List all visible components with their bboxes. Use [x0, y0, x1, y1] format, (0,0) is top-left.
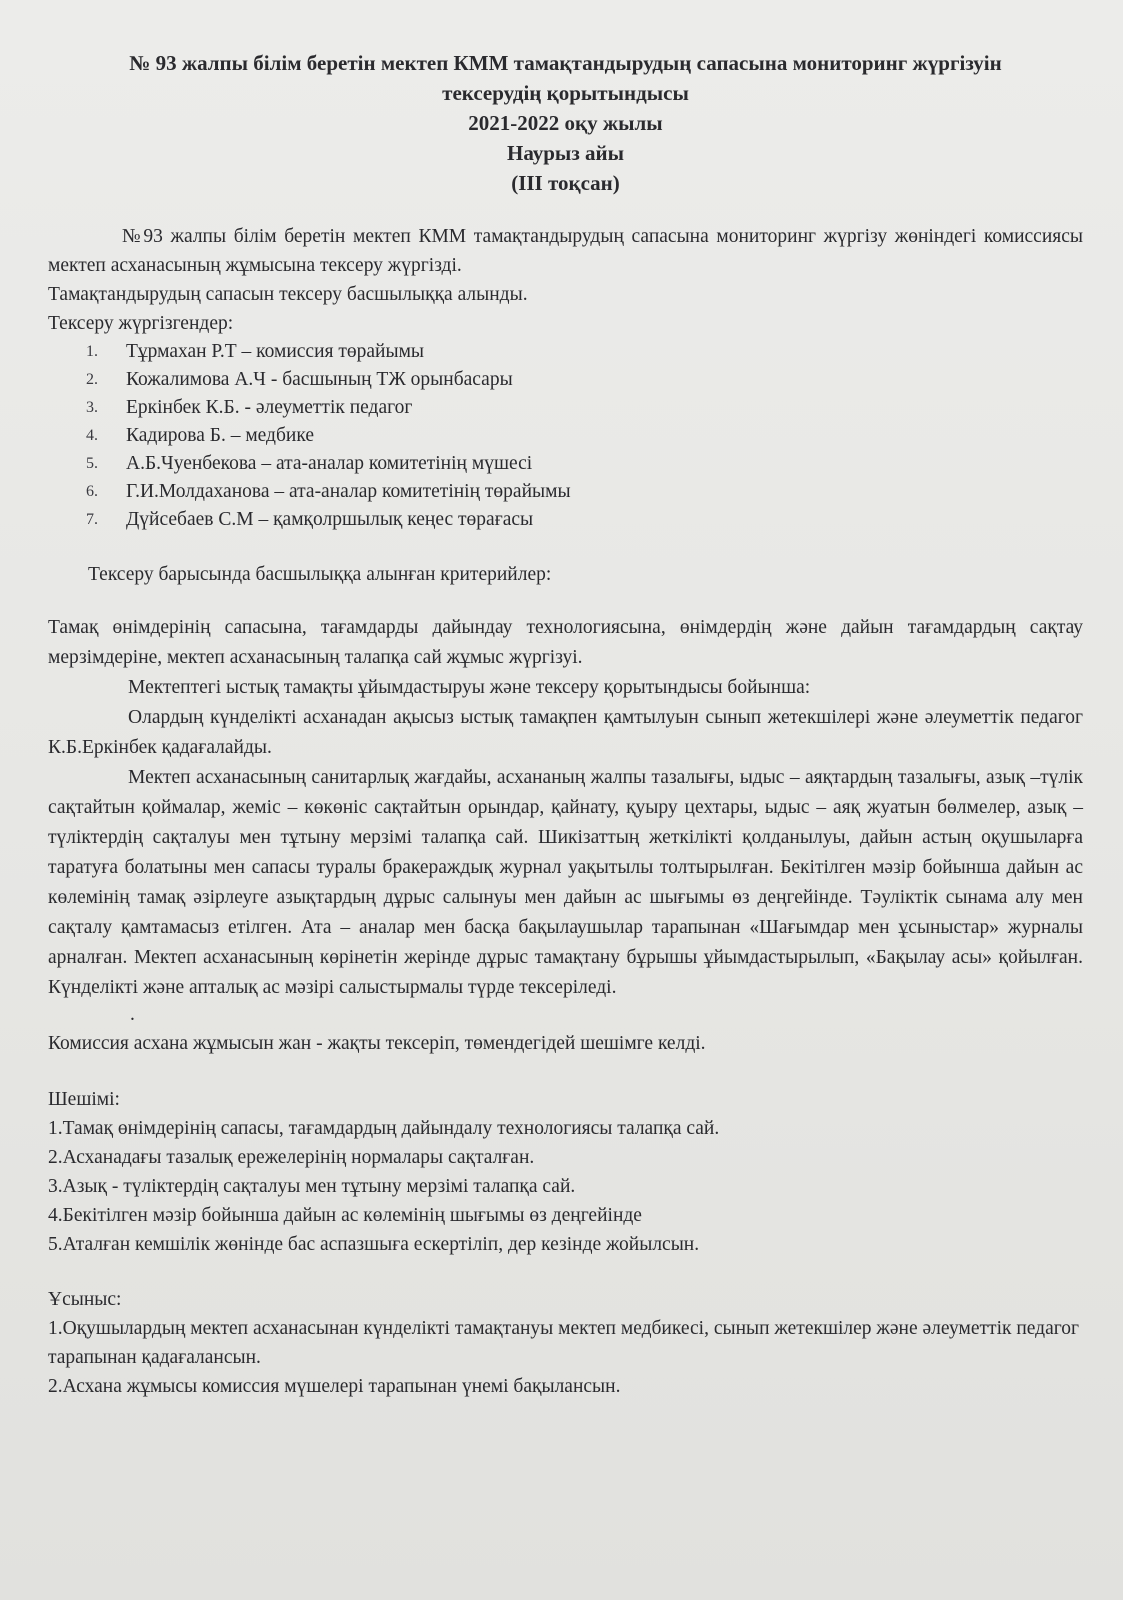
list-item — [86, 450, 1083, 478]
sanitary-paragraph: Мектеп асханасының санитарлық жағдайы, асхананың жалпы тазалығы, ыдыс – аяқтардың тазалығы, азық –түлік сақтайтын қоймалар, жеміс – көкөніс сақтайтын орындар, қайнату, қуыру цехтары, ыдыс – аяқ жуатын бөлмелер, азық – түліктердің сақталуы мен тұтыну мерзімі талапқа сай. Шикізаттың жеткілікті қолданылуы, дайын астың оқушыларға таратуға болатыны мен сапасы туралы бракераждық журнал уақытылы толтырылған. Бекітілген мәзір бойынша дайын ас көлемінің тамақ әзірлеуге азықтардың дұрыс салынуы мен дайын ас шығымы өз деңгейінде. Тәуліктік сынама алу мен сақталу қамтамасыз етілген. Ата – аналар мен басқа бақылаушылар тарапынан «Шағымдар мен ұсыныстар» журналы арналған. Мектеп асханасының көрінетін жерінде дұрыс тамақтану бұрышы ұйымдастырылып, «Бақылау асы» қойылған. Күнделікті және апталық ас мәзірі салыстырмалы түрде тексеріледі. — [48, 767, 1083, 998]
title-line-4: Наурыз айы — [506, 141, 625, 165]
list-item-text: Дүйсебаев С.М – қамқолршылық кеңес төрағасы — [126, 509, 534, 530]
conclusion-line: Комиссия асхана жұмысын жан - жақты тексеріп, төмендегідей шешімге келді. — [48, 1033, 706, 1054]
list-item-number: 7. — [86, 511, 98, 528]
list-item-number: 1. — [86, 343, 98, 360]
list-item-number: 6. — [86, 483, 98, 500]
title-line-3: 2021-2022 оқу жылы — [468, 111, 663, 135]
list-item-text: Еркінбек К.Б. - әлеуметтік педагог — [126, 397, 413, 418]
list-item — [86, 422, 1083, 450]
list-item-text: Кадирова Б. – медбике — [126, 425, 314, 446]
intro-paragraph: №93 жалпы білім беретін мектеп КММ тамақтандырудың сапасына мониторинг жүргізу жөніндегі комиссиясы мектеп асханасының жұмысына тексеру жүргізді. — [48, 226, 1083, 276]
list-item — [86, 478, 1083, 506]
list-item-text: А.Б.Чуенбекова – ата-аналар комитетінің мүшесі — [126, 453, 533, 474]
proposal-heading: Ұсыныс: — [48, 1289, 122, 1310]
proposal-item: 2.Асхана жұмысы комиссия мүшелері тарапынан үнемі бақылансын. — [48, 1376, 621, 1397]
list-item — [86, 366, 1083, 394]
list-item-text: Г.И.Молдаханова – ата-аналар комитетінің төрайымы — [126, 481, 571, 502]
inspectors-heading: Тексеру жүргізгендер: — [48, 313, 234, 334]
decision-item: 2.Асханадағы тазалық ережелерінің нормалары сақталған. — [48, 1147, 535, 1168]
hot-meals-paragraph: Мектептегі ыстық тамақты ұйымдастыруы және тексеру қорытындысы бойынша: — [128, 677, 811, 698]
list-item-number: 2. — [86, 371, 98, 388]
list-item — [86, 506, 1083, 534]
list-item-text: Кожалимова А.Ч - басшының ТЖ орынбасары — [126, 369, 513, 390]
decision-item: 5.Аталған кемшілік жөнінде бас аспазшыға ескертіліп, дер кезінде жойылсын. — [48, 1234, 700, 1255]
title-line-5: (ІІІ тоқсан) — [511, 171, 620, 195]
document-title — [48, 48, 1083, 198]
section-spacer — [48, 1259, 1083, 1285]
title-line-1: № 93 жалпы білім беретін мектеп КММ тамақтандырудың сапасына мониторинг жүргізуін — [129, 51, 1002, 75]
title-line-2: тексерудің қорытындысы — [442, 81, 689, 105]
decision-item: 1.Тамақ өнімдерінің сапасы, тағамдардың дайындалу технологиясы талапқа сай. — [48, 1118, 720, 1139]
decision-item: 3.Азық - түліктердің сақталуы мен тұтыну мерзімі талапқа сай. — [48, 1176, 576, 1197]
stray-dot: . — [130, 1004, 135, 1025]
proposal-item: 1.Оқушылардың мектеп асханасынан күнделікті тамақтануы мектеп медбикесі, сынып жетекшілер және әлеуметтік педагог тарапынан қадағалансын. — [48, 1318, 1080, 1368]
list-item-number: 3. — [86, 399, 98, 416]
supervision-paragraph: Олардың күнделікті асханадан ақысыз ыстық тамақпен қамтылуын сынып жетекшілері және әлеуметтік педагог К.Б.Еркінбек қадағалайды. — [48, 707, 1083, 758]
list-item — [86, 338, 1083, 366]
inspectors-list — [86, 338, 1083, 534]
list-item-number: 4. — [86, 427, 98, 444]
list-item-text: Тұрмахан Р.Т – комиссия төрайымы — [126, 341, 425, 362]
decision-item: 4.Бекітілген мәзір бойынша дайын ас көлемінің шығымы өз деңгейінде — [48, 1205, 642, 1226]
criteria-paragraph: Тамақ өнімдерінің сапасына, тағамдарды дайындау технологиясына, өнімдердің және дайын тағамдардың сақтау мерзімдеріне, мектеп асханасының талапқа сай жұмыс жүргізуі. — [48, 617, 1083, 668]
decision-heading: Шешімі: — [48, 1089, 120, 1110]
list-item — [86, 394, 1083, 422]
intro-basis-line: Тамақтандырудың сапасын тексеру басшылыққа алынды. — [48, 284, 528, 305]
list-item-number: 5. — [86, 455, 98, 472]
criteria-heading: Тексеру барысында басшылыққа алынған критерийлер: — [88, 564, 552, 585]
